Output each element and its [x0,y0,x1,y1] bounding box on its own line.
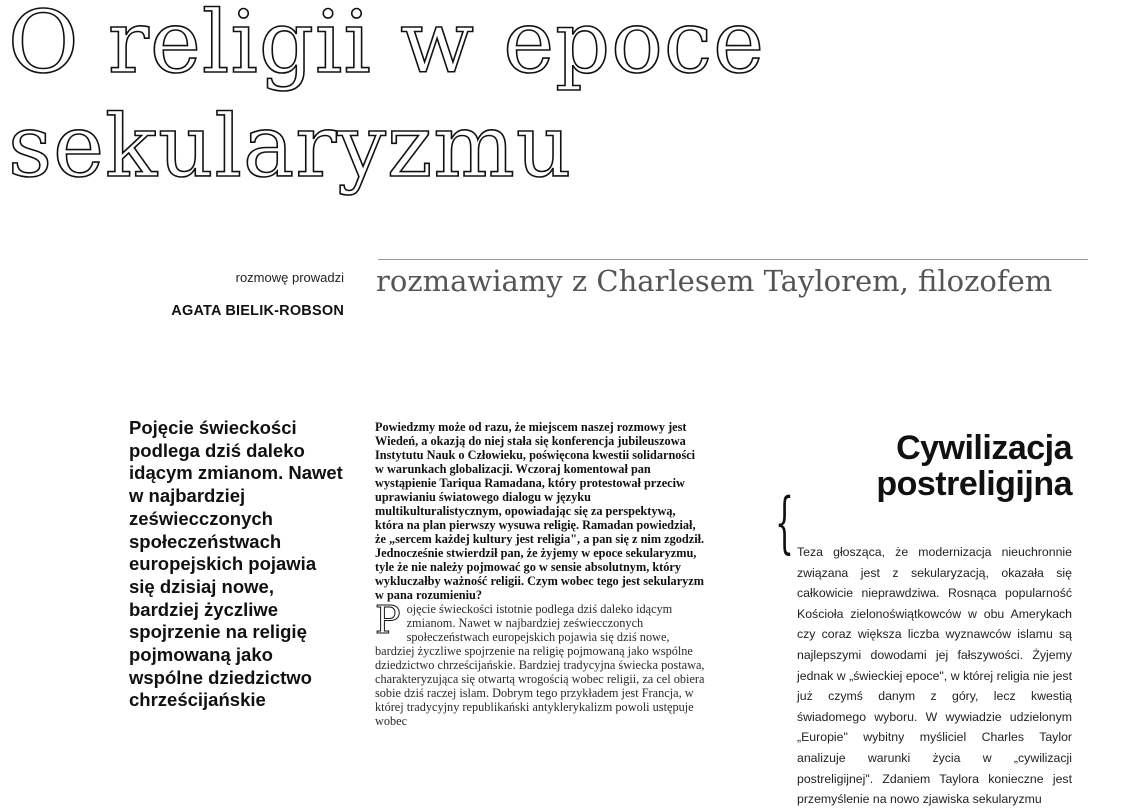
article-title-line-2: sekularyzmu [8,97,573,197]
interview-question: Powiedzmy może od razu, że miejscem naszej rozmowy jest Wiedeń, a okazją do niej stała się konferencja jubileuszowa Instytutu Nauk o Człowieku, poświęcona kwestii solidarności w warunkach globalizacji. Wczoraj komentował pan wystąpienie Tariqua Ramadana, który protestował przeciw uprawianiu światowego dialogu w języku multikulturalistycznym, opowiadając się za perspektywą, która na plan pierwszy wysuwa religię. Ramadan powiedział, że „sercem każdej kultury jest religia", a pan się z nim zgodził. Jednocześnie stwierdził pan, że żyjemy w epoce sekularyzmu, tyle że nie należy pojmować go w sensie absolutnym, który wykluczałby ważność religii. Czym wobec tego jest sekularyzm w pana rozumieniu? [375,420,705,602]
interview-answer-text: ojęcie świeckości istotnie podlega dziś daleko idącym zmianom. Nawet w najbardziej zeświecczonych społeczeństwach europejskich pojawia się dziś nowe, bardziej życzliwe spojrzenie na religię pojmowaną jako wspólne dziedzictwo chrześcijańskie. Bardziej tradycyjna świecka postawa, charakteryzująca się otwartą wrogością wobec religii, za cel obiera sobie dziś raczej islam. Dobrym tego przykładem jest Francja, w której tradycyjny republikański antyklerykalizm powoli ustępuje wobec [375,602,705,728]
interview-column [375,420,705,757]
byline-author: AGATA BIELIK-ROBSON [171,303,344,319]
lead-paragraph: Pojęcie świeckości podlega dziś daleko idącym zmianom. Nawet w najbardziej zeświecczonych społeczeństwach europejskich pojawia się dzisiaj nowe, bardziej życzliwe spojrzenie na religię pojmowaną jako wspólne dziedzictwo chrześcijańskie [129,417,343,711]
brace-ornament: { [775,484,794,561]
drop-cap: P [375,598,401,642]
article-subtitle: rozmawiamy z Charlesem Taylorem, filozofem [376,264,1053,298]
interview-answer [375,598,705,728]
sidebar-text: Teza głosząca, że modernizacja nieuchronnie związana jest z sekularyzacją, okazała się całkowicie nieprawdziwa. Rosnąca popularność Kościoła zielonoświątkowców w obu Amerykach czy coraz większa liczba wyznawców islamu są najlepszymi dowodami jej fałszywości. Żyjemy jednak w „świeckiej epoce", w której religia nie jest już czymś danym z góry, lecz kwestią świadomego wyboru. W wywiadzie udzielonym „Europie" wybitny myśliciel Charles Taylor analizuje warunki życia w „cywilizacji postreligijnej". Zdaniem Taylora konieczne jest przemyślenie na nowo zjawiska sekularyzmu [797,545,1072,807]
article-title-line-1: O religii w epoce [8,0,765,93]
sidebar-heading: Cywilizacja postreligijna [876,429,1072,503]
byline-label: rozmowę prowadzi [235,270,344,285]
subtitle-rule [378,259,1088,260]
